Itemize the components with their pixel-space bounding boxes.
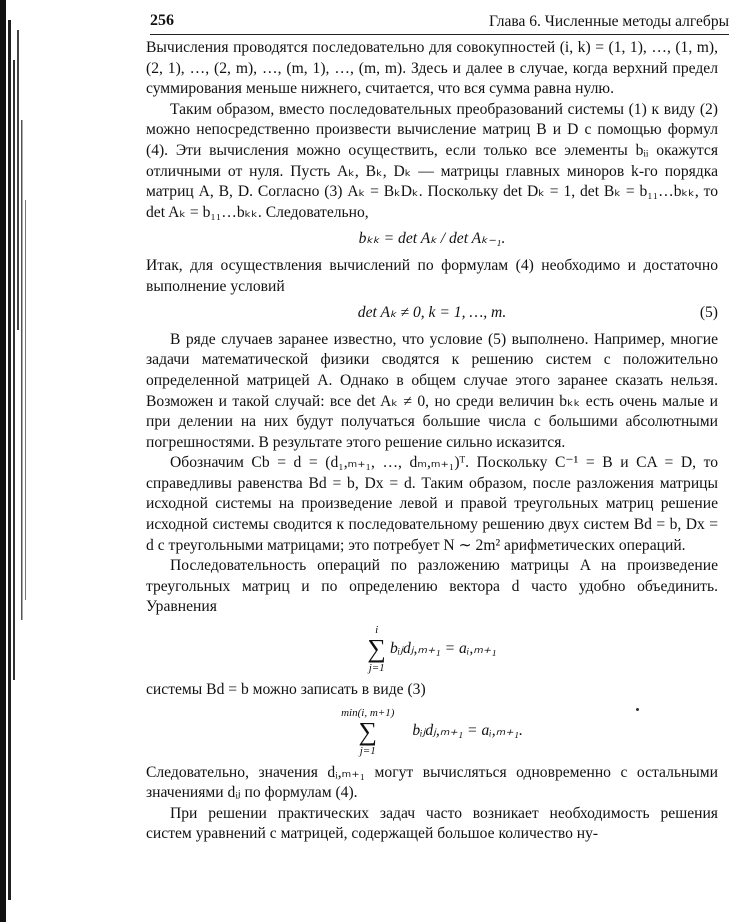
sigma-icon: ∑ [367, 634, 386, 664]
book-spine-shadow [0, 0, 30, 922]
equation-5 [146, 303, 718, 324]
sum-equation [146, 624, 718, 674]
sum-upper-limit: i [375, 624, 379, 637]
paragraph: В ряде случаев заранее известно, что условие (5) выполнено. Например, многие задачи математической физики сводятся к решению систем с положительно определенной матрицей A. Однако в общем случае этого заранее сказать нельзя. Возможен и такой случай: все det Aₖ ≠ 0, но среди величин bₖₖ есть очень малые и при делении на них будут получаться большие числа с большими абсолютными погрешностями. В результате этого решение сильно исказится. [146, 330, 718, 451]
paragraph: Таким образом, вместо последовательных преобразований системы (1) к виду (2) можно непосредственно произвести вычисление матриц B и D с помощью формул (4). Эти вычисления можно осуществить, если только все элементы bᵢᵢ окажутся отличными от нуля. Пусть Aₖ, Bₖ, Dₖ — матрицы главных миноров k-го порядка матриц A, B, D. Согласно (3) Aₖ = BₖDₖ. Поскольку det Dₖ = 1, det Bₖ = b₁₁…bₖₖ, то det Aₖ = b₁₁…bₖₖ. Следовательно, [146, 100, 718, 221]
equation-number: (5) [699, 304, 718, 322]
chapter-title: Глава 6. Численные методы алгебры [489, 13, 729, 30]
paragraph: Вычисления проводятся последовательно для совокупностей (i, k) = (1, 1), …, (1, m), (2, 1), …, (2, m), …, (m, 1), …, (m, m). Здесь и далее в случае, когда верхний предел суммирования меньше нижнего, считается, что вся сумма равна нулю. [146, 39, 718, 98]
paragraph: Следовательно, значения dᵢ,ₘ₊₁ могут вычисляться одновременно с остальными значениями dᵢⱼ по формулам (4). [146, 763, 718, 802]
sum-lower-limit: j=1 [368, 662, 385, 675]
paragraph: Обозначим Cb = d = (d₁,ₘ₊₁, …, dₘ,ₘ₊₁)ᵀ. Поскольку C⁻¹ = B и CA = D, то справедливы равенства Bd = b, Dx = d. Таким образом, после разложения матрицы исходной системы на произведение левой и правой треугольных матриц решение исходной системы сводится к последовательному решению двух систем Bd = b, Dx = d с треугольными матрицами; это потребует N ∼ 2m² арифметических операций. [146, 454, 718, 554]
page-number: 256 [150, 12, 174, 29]
page-body [146, 38, 718, 845]
sigma-icon: ∑ [358, 716, 377, 746]
summation [367, 624, 386, 674]
scan-speck [636, 708, 639, 711]
sum-upper-limit: min(i, m+1) [341, 706, 395, 719]
paragraph: При решении практических задач часто возникает необходимость решения систем уравнений с матрицей, содержащей большое количество ну- [146, 804, 718, 843]
sum-body: bᵢⱼdⱼ,ₘ₊₁ = aᵢ,ₘ₊₁. [412, 722, 523, 740]
paragraph: Последовательность операций по разложению матрицы A на произведение треугольных матриц и по определению вектора d часто удобно объединить. Уравнения [146, 557, 718, 616]
equation-body: det Aₖ ≠ 0, k = 1, …, m. [357, 304, 507, 322]
sum-equation [146, 707, 718, 757]
sum-lower-limit: j=1 [359, 744, 376, 757]
paragraph: системы Bd = b можно записать в виде (3) [146, 681, 426, 699]
summation [341, 707, 394, 757]
sum-body: bᵢⱼdⱼ,ₘ₊₁ = aᵢ,ₘ₊₁ [389, 639, 497, 657]
paragraph: Итак, для осуществления вычислений по формулам (4) необходимо и достаточно выполнение условий [146, 256, 718, 295]
equation: bₖₖ = det Aₖ / det Aₖ₋₁. [358, 230, 506, 248]
page-header [150, 8, 729, 35]
